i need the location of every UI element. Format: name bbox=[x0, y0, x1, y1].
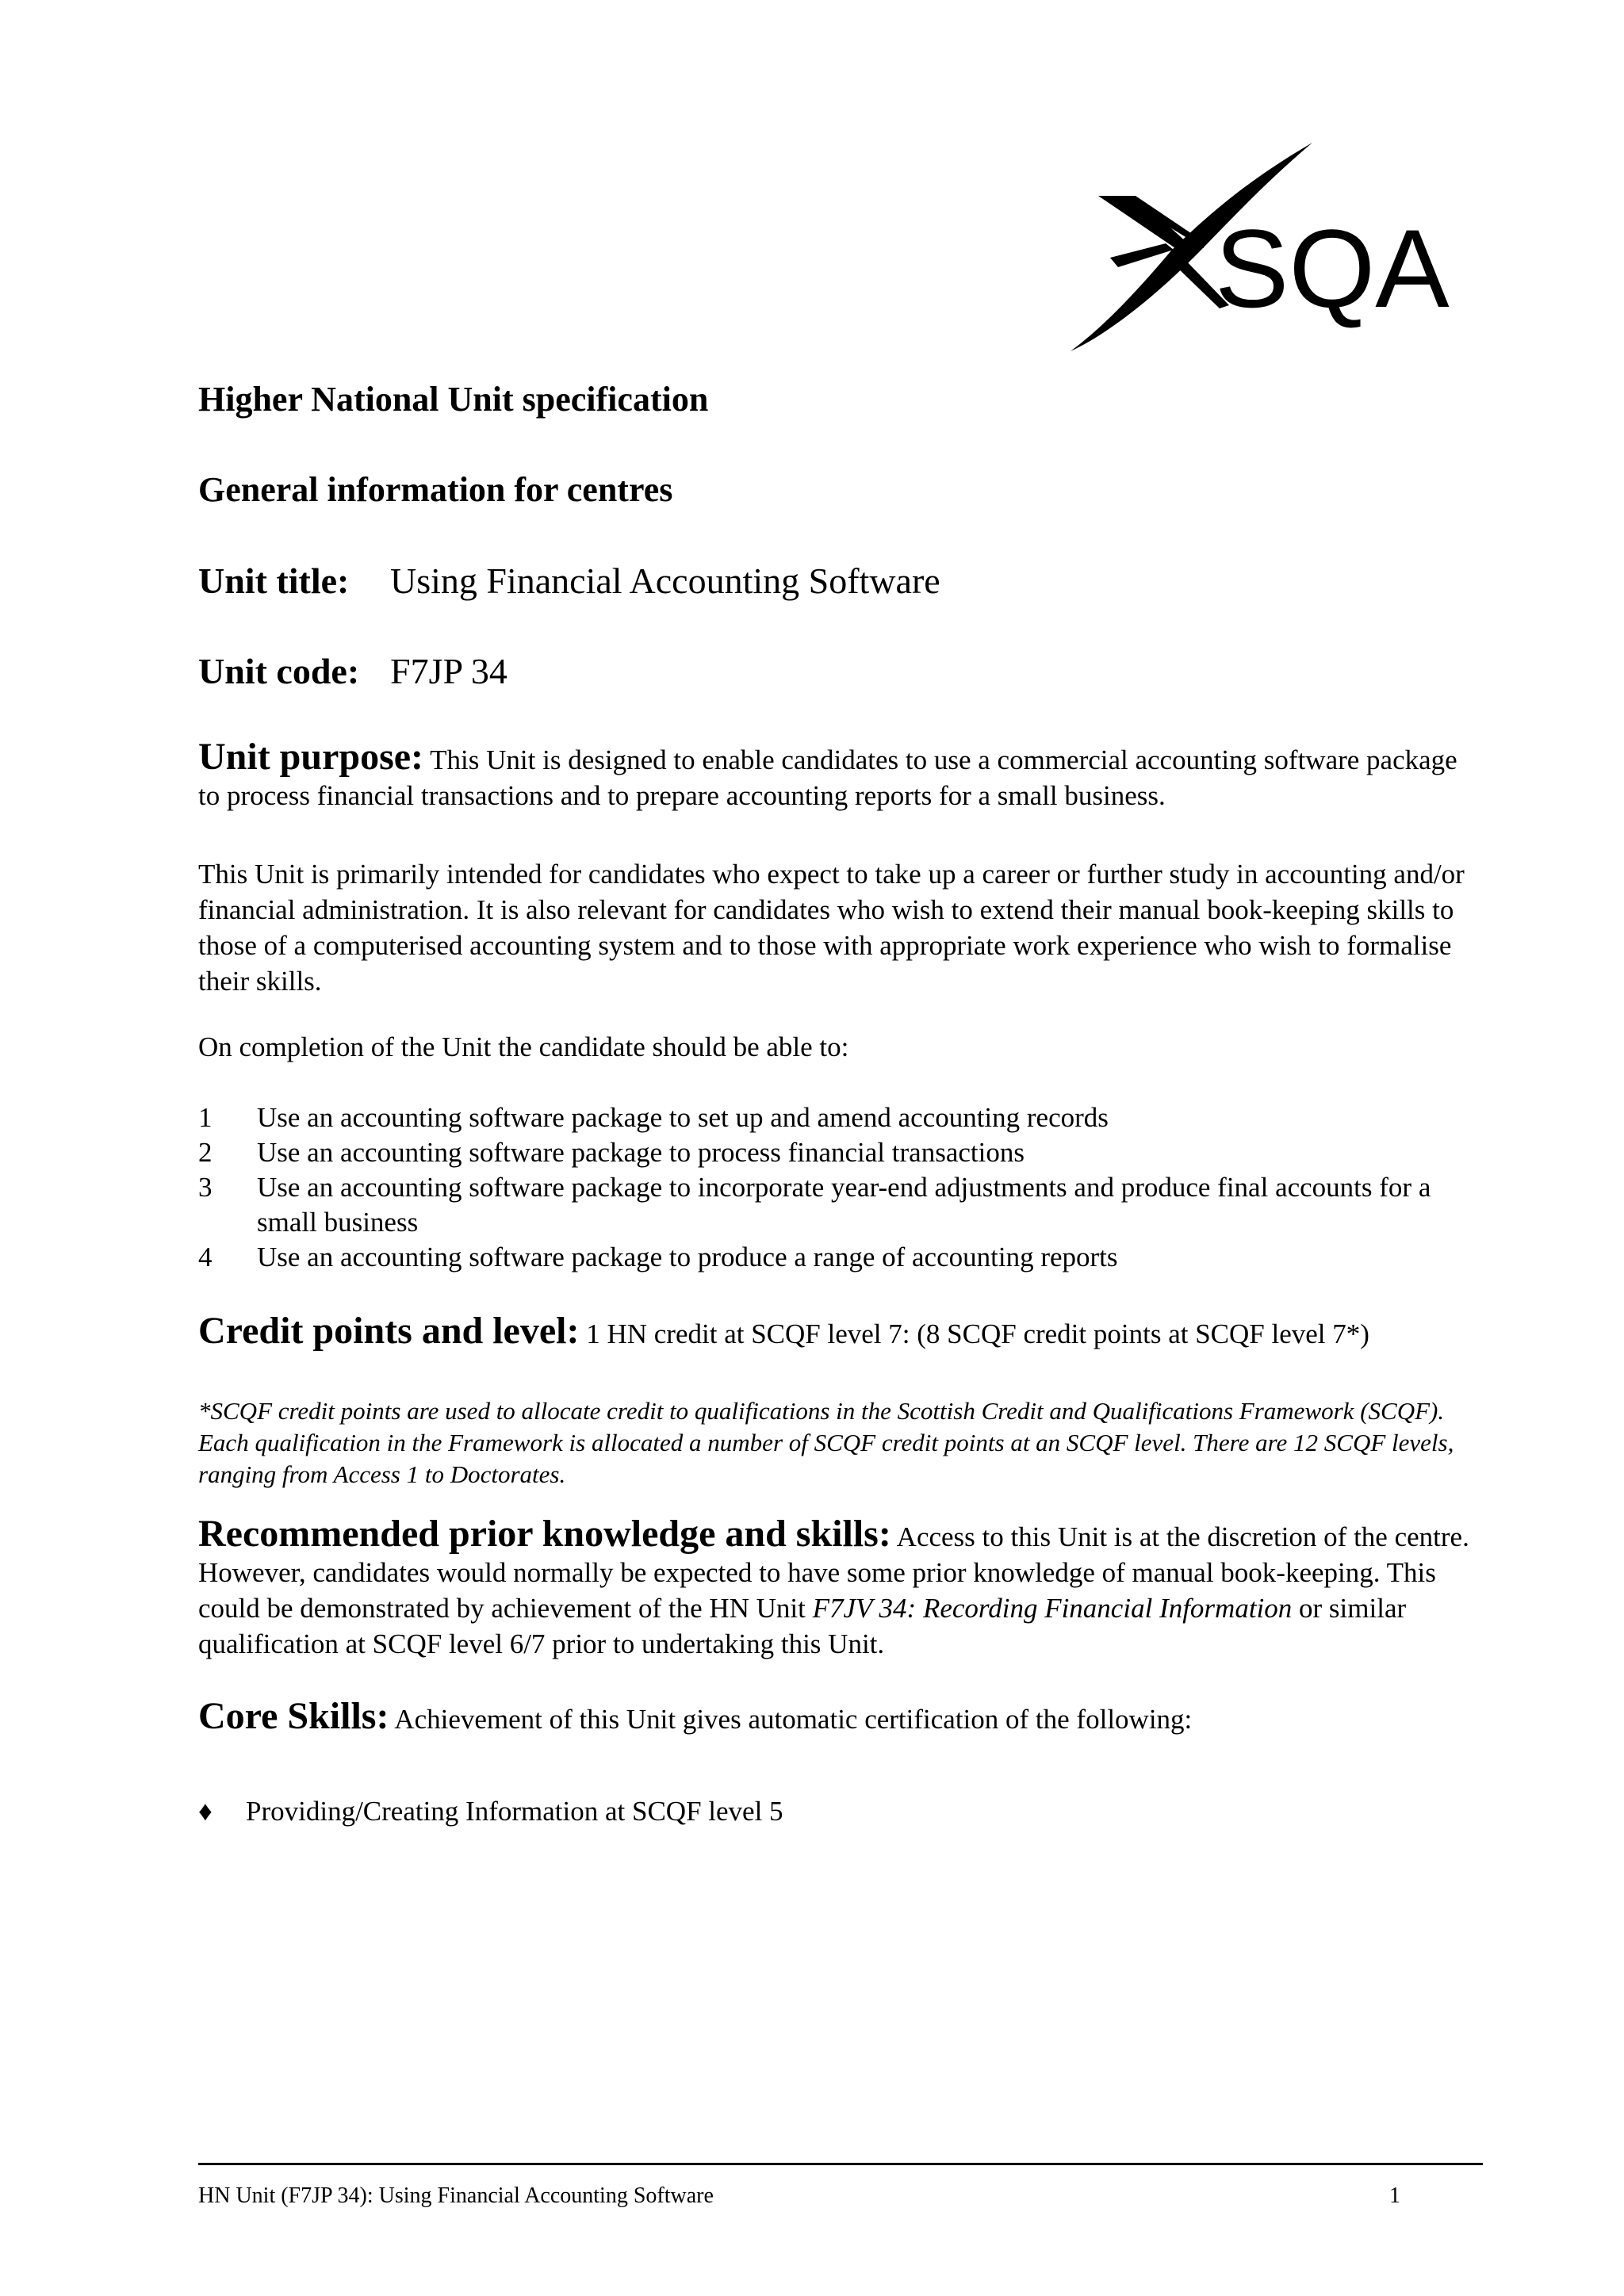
core-skills-label: Core Skills: bbox=[198, 1695, 389, 1737]
outcome-text: Use an accounting software package to process financial transactions bbox=[257, 1137, 1025, 1168]
unit-code-label: Unit code: bbox=[198, 651, 360, 691]
credit-points-label: Credit points and level: bbox=[198, 1310, 580, 1352]
prior-knowledge-text-a: Access to this Unit is at the discretion of the centre. However, candidates would normally be expected to have some prior knowledge of manual book-keeping. This could be demonstrated by achievement of the HN Unit bbox=[198, 1521, 1469, 1624]
credit-points-paragraph bbox=[198, 1310, 1483, 1352]
list-item bbox=[198, 1170, 1483, 1240]
unit-purpose-text: This Unit is designed to enable candidates to use a commercial accounting software package to process financial transactions and to prepare accounting reports for a small business. bbox=[198, 744, 1457, 811]
credit-points-text: 1 HN credit at SCQF level 7: (8 SCQF credit points at SCQF level 7*) bbox=[579, 1318, 1369, 1349]
prior-knowledge-text-b: or similar qualification at SCQF level 6/7 prior to undertaking this Unit. bbox=[198, 1593, 1407, 1659]
unit-purpose-label: Unit purpose: bbox=[198, 736, 424, 778]
list-item bbox=[198, 1240, 1483, 1275]
unit-code-value: F7JP 34 bbox=[390, 651, 508, 691]
outcome-text: Use an accounting software package to produce a range of accounting reports bbox=[257, 1242, 1118, 1272]
outcome-number: 2 bbox=[198, 1137, 213, 1168]
prior-knowledge-label: Recommended prior knowledge and skills: bbox=[198, 1513, 891, 1555]
sqa-logo bbox=[1063, 139, 1475, 353]
prior-knowledge-paragraph bbox=[198, 1513, 1483, 1662]
outcome-text: Use an accounting software package to incorporate year-end adjustments and produce final accounts for a small business bbox=[257, 1172, 1431, 1238]
diamond-bullet-icon: ♦ bbox=[198, 1796, 213, 1827]
footer-divider bbox=[198, 2163, 1483, 2165]
core-skill-text: Providing/Creating Information at SCQF level 5 bbox=[246, 1796, 783, 1827]
list-item bbox=[198, 1100, 1483, 1135]
unit-code-row bbox=[198, 650, 508, 692]
outcome-text: Use an accounting software package to set up and amend accounting records bbox=[257, 1102, 1109, 1133]
document-type-heading: Higher National Unit specification bbox=[198, 380, 709, 419]
prior-unit-reference: F7JV 34: Recording Financial Information bbox=[812, 1593, 1293, 1624]
unit-purpose-paragraph bbox=[198, 736, 1483, 813]
outcome-number: 4 bbox=[198, 1242, 213, 1272]
outcome-number: 1 bbox=[198, 1102, 213, 1133]
scqf-footnote: *SCQF credit points are used to allocate credit to qualifications in the Scottish Credit and Qualifications Framework (SCQF). Each qualification in the Framework is allocated a number of SCQF credit points at an SCQF level. There are 12 SCQF levels, ranging from Access 1 to Doctorates. bbox=[198, 1397, 1454, 1488]
intended-candidates-paragraph: This Unit is primarily intended for candidates who expect to take up a career or further study in accounting and/or financial administration. It is also relevant for candidates who wish to extend their manual book-keeping skills to those of a computerised accounting system and to those with appropriate work experience who wish to formalise their skills. bbox=[198, 859, 1465, 997]
core-skills-list bbox=[198, 1793, 783, 1829]
subtitle-heading: General information for centres bbox=[198, 470, 673, 509]
unit-title-label: Unit title: bbox=[198, 561, 350, 601]
outcomes-list bbox=[198, 1100, 1483, 1275]
page-number: 1 bbox=[1389, 2183, 1400, 2208]
footer-title: HN Unit (F7JP 34): Using Financial Accounting Software bbox=[198, 2183, 714, 2208]
core-skills-paragraph bbox=[198, 1695, 1483, 1737]
unit-title-row bbox=[198, 560, 940, 602]
unit-title-value: Using Financial Accounting Software bbox=[390, 561, 940, 601]
sqa-saltire-swoosh-icon bbox=[1063, 139, 1475, 353]
core-skills-text: Achievement of this Unit gives automatic certification of the following: bbox=[389, 1704, 1193, 1735]
list-item bbox=[198, 1793, 783, 1829]
list-item bbox=[198, 1135, 1483, 1170]
outcome-number: 3 bbox=[198, 1172, 213, 1203]
sqa-logo-text: SQA bbox=[1215, 206, 1450, 331]
completion-intro: On completion of the Unit the candidate should be able to: bbox=[198, 1031, 849, 1062]
